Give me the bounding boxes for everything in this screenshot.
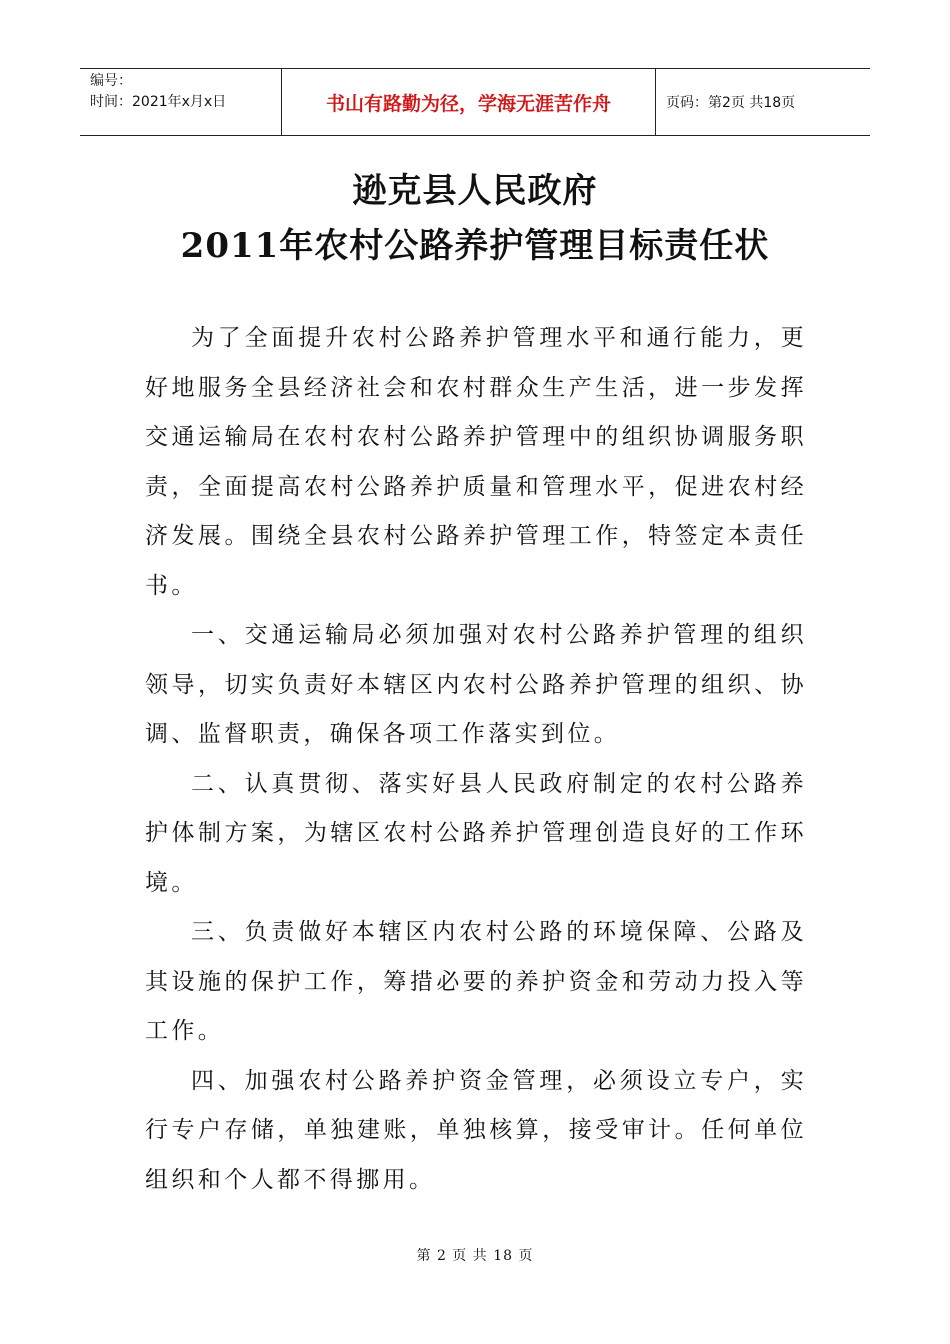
page-header: [80, 68, 870, 136]
paragraph-item-2: 二、认真贯彻、落实好县人民政府制定的农村公路养护体制方案，为辖区农村公路养护管理创造良好的工作环境。: [145, 770, 807, 896]
header-motto: 书山有路勤为径，学海无涯苦作舟: [282, 69, 656, 135]
paragraph-item-4: 四、加强农村公路养护资金管理，必须设立专户，实行专户存储，单独建账，单独核算，接受审计。任何单位组织和个人都不得挪用。: [145, 1067, 807, 1193]
document-number-label: 编号：: [90, 73, 132, 89]
document-time-label: 时间：2021年x月x日: [90, 94, 227, 110]
header-page-info: 页码：第2页 共18页: [666, 95, 796, 111]
document-title-line1: 逊克县人民政府: [352, 171, 598, 211]
paragraph-intro: 为了全面提升农村公路养护管理水平和通行能力，更好地服务全县经济社会和农村群众生产生活，进一步发挥交通运输局在农村农村公路养护管理中的组织协调服务职责，全面提高农村公路养护质量和管理水平，促进农村经济发展。围绕全县农村公路养护管理工作，特签定本责任书。: [145, 325, 807, 599]
paragraph-item-3: 三、负责做好本辖区内农村公路的环境保障、公路及其设施的保护工作，筹措必要的养护资金和劳动力投入等工作。: [145, 919, 807, 1044]
header-meta: [80, 69, 282, 135]
paragraph-item-1: 一、交通运输局必须加强对农村公路养护管理的组织领导，切实负责好本辖区内农村公路养护管理的组织、协调、监督职责，确保各项工作落实到位。: [145, 622, 807, 747]
page-footer: 第 2 页 共 18 页: [416, 1248, 534, 1264]
document-title-line2: 2011年农村公路养护管理目标责任状: [180, 226, 770, 266]
document-body: [145, 314, 807, 1205]
